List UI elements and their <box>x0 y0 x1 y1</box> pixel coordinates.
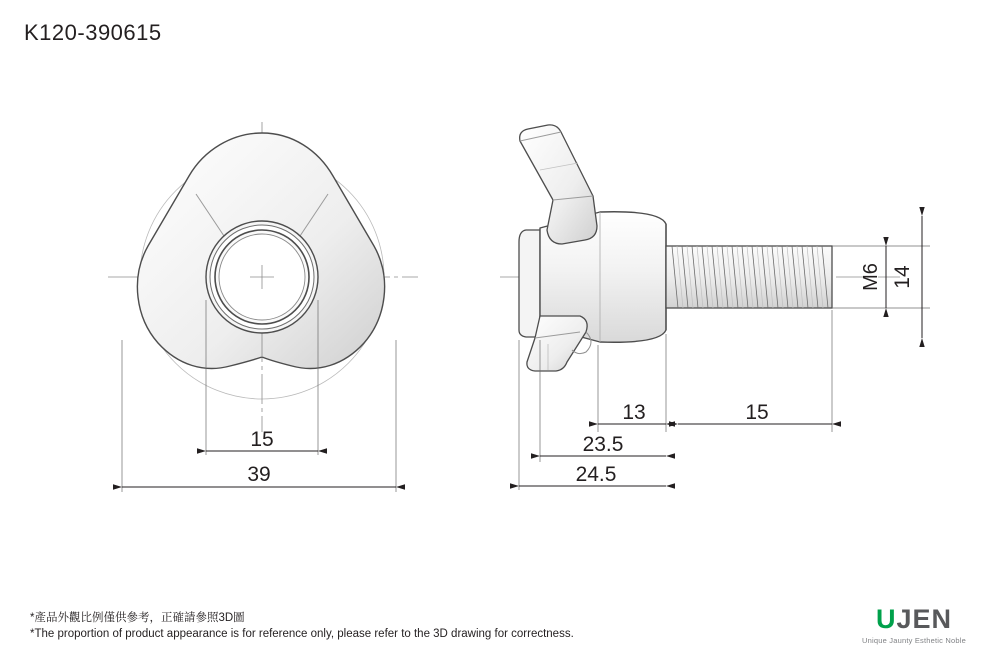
page-title: K120-390615 <box>24 20 162 45</box>
brand-wordmark <box>849 606 979 633</box>
front-view-group <box>108 122 418 492</box>
dim-front-15: 15 <box>250 428 274 451</box>
brand-letters-jen: JEN <box>896 604 953 634</box>
dim-side-13: 13 <box>622 401 646 424</box>
dim-side-24-5: 24.5 <box>575 463 617 486</box>
dim-side-14: 14 <box>891 265 914 289</box>
dim-side-15: 15 <box>745 401 769 424</box>
footnote-english: *The proportion of product appearance is for reference only, please refer to the 3D drawing for correctness. <box>30 628 574 640</box>
brand-letter-u: U <box>875 604 897 634</box>
dim-side-m6: M6 <box>860 263 882 291</box>
brand-tagline: Unique Jaunty Esthetic Noble <box>862 636 966 645</box>
side-view-group <box>500 125 930 490</box>
dim-front-39: 39 <box>247 463 271 486</box>
brand-logo <box>849 606 979 645</box>
footnote-chinese: *產品外觀比例僅供參考，正確請參照3D圖 <box>30 612 245 624</box>
dim-side-23-5: 23.5 <box>582 433 624 456</box>
